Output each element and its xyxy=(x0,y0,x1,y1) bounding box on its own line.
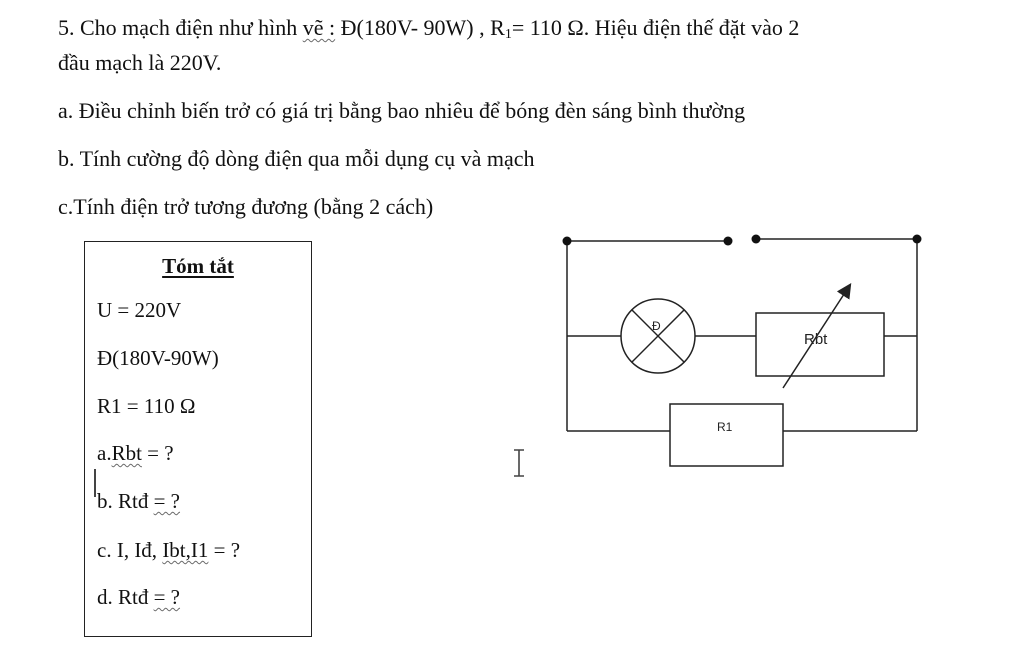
terminal-a xyxy=(563,237,572,246)
item-b-term: = ? xyxy=(153,489,181,513)
item-a-term: Rbt xyxy=(111,441,142,465)
intro-part1: Cho mạch điện như hình xyxy=(80,15,298,40)
intro-line2: đầu mạch là 220V. xyxy=(58,50,222,75)
text-caret xyxy=(94,469,96,497)
intro-r-sub: 1 xyxy=(504,27,512,42)
terminal-b xyxy=(724,237,733,246)
terminal-c xyxy=(752,235,761,244)
circuit-diagram xyxy=(548,226,948,476)
item-d-prefix: d. Rtđ xyxy=(97,585,154,609)
item-b-prefix: b. Rtđ xyxy=(97,489,154,513)
intro-ve: vẽ : xyxy=(302,15,336,40)
summary-item-b xyxy=(97,489,180,514)
item-c-suffix: = ? xyxy=(208,538,241,562)
lamp-symbol xyxy=(621,299,695,373)
intro-lamp: Đ(180V- 90W) , xyxy=(340,15,485,40)
circuit-wires xyxy=(567,239,917,431)
rheostat-symbol xyxy=(756,288,884,388)
problem-intro xyxy=(58,12,988,78)
resistor-r1-label: R1 xyxy=(717,420,733,434)
intro-r-symbol: R xyxy=(490,15,505,40)
resistor-r1-box xyxy=(670,404,783,466)
intro-r-value: = 110 Ω. Hiệu điện thế đặt vào 2 xyxy=(511,15,800,40)
summary-item-d xyxy=(97,585,180,610)
summary-title: Tóm tắt xyxy=(162,254,234,278)
item-d-term: = ? xyxy=(153,585,181,609)
lamp-label: Đ xyxy=(652,319,661,333)
question-b: b. Tính cường độ dòng điện qua mỗi dụng cụ và mạch xyxy=(58,146,535,171)
terminal-d xyxy=(913,235,922,244)
resistor-r1-symbol xyxy=(670,404,783,466)
question-c: c.Tính điện trở tương đương (bằng 2 cách) xyxy=(58,194,434,219)
summary-voltage: U = 220V xyxy=(97,298,182,322)
summary-lamp: Đ(180V-90W) xyxy=(97,346,219,370)
item-a-suffix: = ? xyxy=(141,441,174,465)
terminals xyxy=(563,235,922,246)
ibeam-cursor-icon xyxy=(511,449,527,477)
item-c-prefix: c. I, Iđ, xyxy=(97,538,163,562)
summary-item-a xyxy=(97,441,174,466)
summary-box xyxy=(84,241,312,637)
item-a-prefix: a. xyxy=(97,441,112,465)
item-c-term: Ibt,I1 xyxy=(162,538,209,562)
rheostat-label: Rbt xyxy=(804,331,828,348)
problem-statement xyxy=(58,12,988,239)
problem-number: 5. xyxy=(58,15,75,40)
summary-r1: R1 = 110 Ω xyxy=(97,394,196,418)
summary-item-c xyxy=(97,538,240,563)
question-a: a. Điều chỉnh biến trở có giá trị bằng bao nhiêu để bóng đèn sáng bình thường xyxy=(58,98,746,123)
